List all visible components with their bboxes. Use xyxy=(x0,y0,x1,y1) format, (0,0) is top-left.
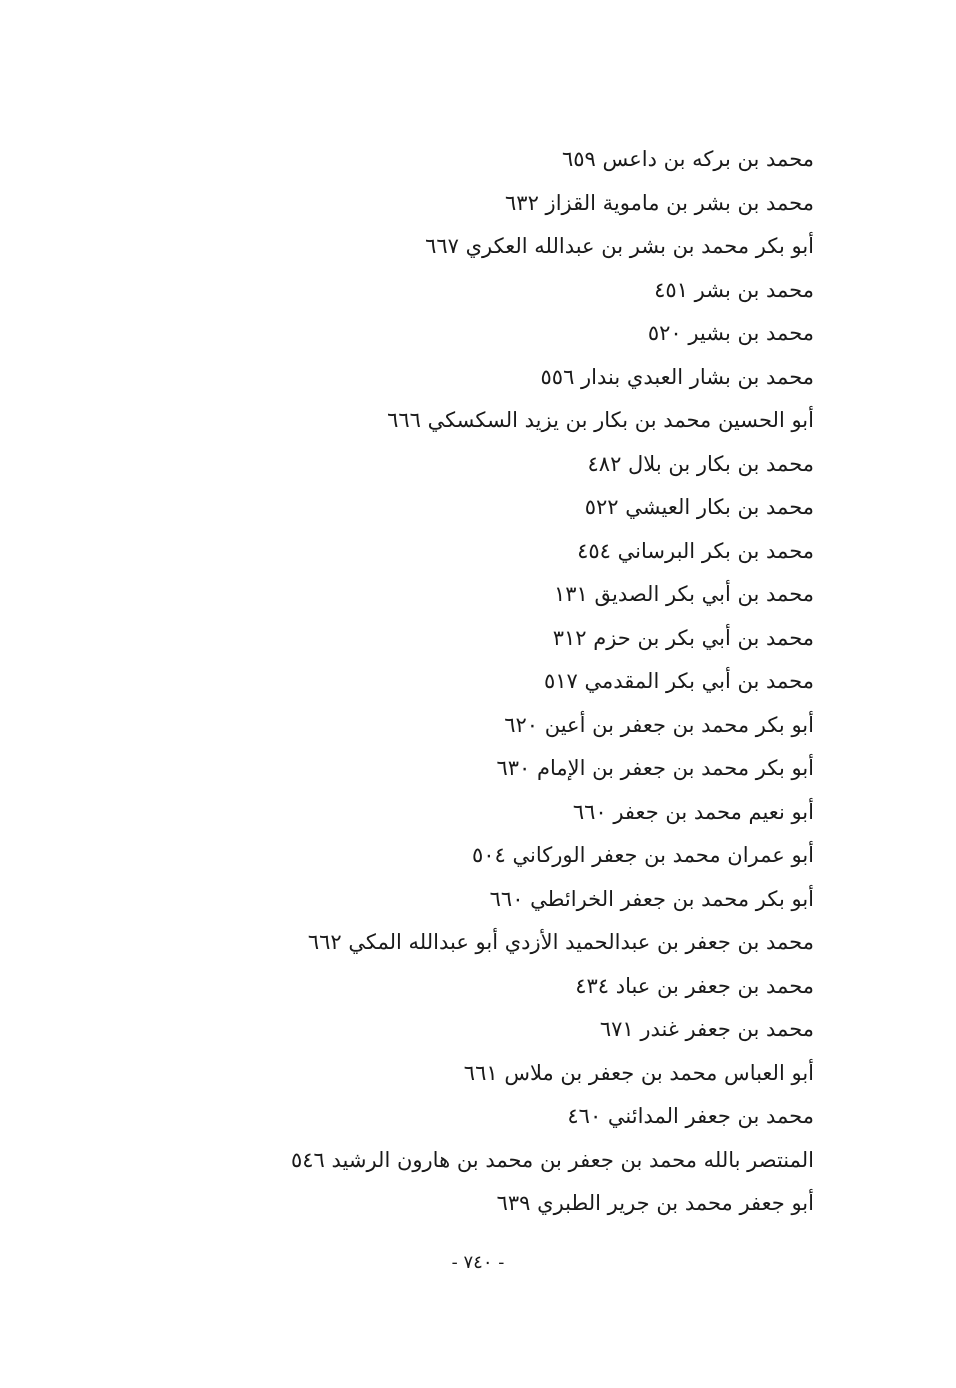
index-entry: محمد بن جعفر بن عبدالحميد الأزدي أبو عبدالله المكي ٦٦٢ xyxy=(307,930,814,954)
index-entry: محمد بن جعفر بن عباد ٤٣٤ xyxy=(575,973,814,998)
index-entry: محمد بن بركه بن داعس ٦٥٩ xyxy=(561,147,814,171)
index-entry: محمد بن أبي بكر بن حزم ٣١٢ xyxy=(552,625,814,650)
name-index-list xyxy=(94,138,814,1226)
index-entry: أبو عمران محمد بن جعفر الوركاني ٥٠٤ xyxy=(471,843,814,867)
index-entry: أبو جعفر محمد بن جرير الطبري ٦٣٩ xyxy=(496,1191,814,1215)
index-entry: محمد بن أبي بكر الصديق ١٣١ xyxy=(553,582,814,606)
index-entry: محمد بن أبي بكر المقدمي ٥١٧ xyxy=(543,669,814,693)
index-entry: أبو بكر محمد بن جعفر الخرائطي ٦٦٠ xyxy=(489,886,814,911)
index-entry: أبو بكر محمد بن جعفر بن أعين ٦٢٠ xyxy=(504,712,814,737)
index-entry: أبو نعيم محمد بن جعفر ٦٦٠ xyxy=(572,799,814,824)
index-entry: أبو العباس محمد بن جعفر بن ملاس ٦٦١ xyxy=(463,1060,814,1085)
index-entry: المنتصر بالله محمد بن جعفر بن محمد بن هارون الرشيد ٥٤٦ xyxy=(291,1147,814,1172)
index-entry: محمد بن بكر البرساني ٤٥٤ xyxy=(577,538,814,563)
index-entry: محمد بن جعفر غندر ٦٧١ xyxy=(599,1017,814,1041)
index-entry: محمد بن بشير ٥٢٠ xyxy=(647,321,814,345)
page-number: - ٧٤٠ - xyxy=(451,1252,505,1273)
index-entry: أبو الحسين محمد بن بكار بن يزيد السكسكي ٦٦٦ xyxy=(387,408,814,432)
index-entry: أبو بكر محمد بن جعفر بن الإمام ٦٣٠ xyxy=(496,756,814,780)
index-entry: محمد بن بشر ٤٥١ xyxy=(654,277,814,302)
index-entry: محمد بن بكار بن بلال ٤٨٢ xyxy=(587,451,814,476)
index-entry: محمد بن بشار العبدي بندار ٥٥٦ xyxy=(540,364,814,389)
index-entry: محمد بن بكار العيشي ٥٢٢ xyxy=(584,495,814,519)
index-entry: أبو بكر محمد بن بشر بن عبدالله العكري ٦٦٧ xyxy=(425,234,814,258)
index-entry: محمد بن بشر بن ماموية القزاز ٦٣٢ xyxy=(505,190,814,215)
index-entry: محمد بن جعفر المدائني ٤٦٠ xyxy=(567,1104,814,1128)
